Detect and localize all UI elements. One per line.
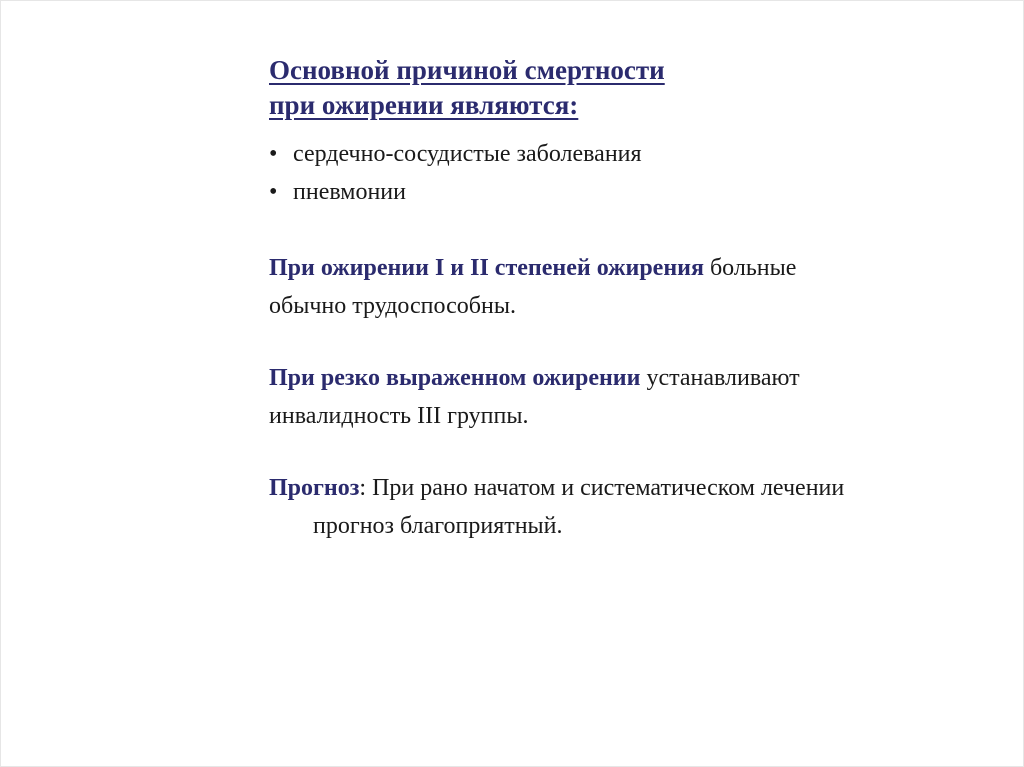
paragraph-work-capacity xyxy=(269,249,969,325)
slide-content xyxy=(269,53,969,545)
bullet-icon: • xyxy=(269,179,278,205)
prognosis-line-2: прогноз благоприятный. xyxy=(313,513,563,539)
heading-line-1: Основной причиной смертности xyxy=(269,55,665,85)
cause-text: сердечно-сосудистые заболевания xyxy=(293,141,642,167)
paragraph-prognosis xyxy=(269,469,969,545)
prognosis-rest: При рано начатом и систематическом лечении xyxy=(366,475,845,501)
cause-text: пневмонии xyxy=(293,179,406,205)
slide-heading xyxy=(269,53,969,123)
heading-line-2: при ожирении являются: xyxy=(269,90,579,120)
prognosis-label: Прогноз xyxy=(269,475,360,501)
paragraph-1-line-2: обычно трудоспособны. xyxy=(269,293,516,319)
list-item xyxy=(269,173,969,211)
paragraph-2-line-2: инвалидность III группы. xyxy=(269,403,529,429)
paragraph-2-rest: устанавливают xyxy=(640,365,800,391)
paragraph-1-emphasis: При ожирении I и II степеней ожирения xyxy=(269,255,704,281)
causes-list xyxy=(269,135,969,211)
paragraph-2-emphasis: При резко выраженном ожирении xyxy=(269,365,641,391)
list-item xyxy=(269,135,969,173)
prognosis-colon: : xyxy=(359,475,367,501)
paragraph-1-rest: больные xyxy=(703,255,797,281)
paragraph-disability xyxy=(269,359,969,435)
bullet-icon: • xyxy=(269,141,278,167)
